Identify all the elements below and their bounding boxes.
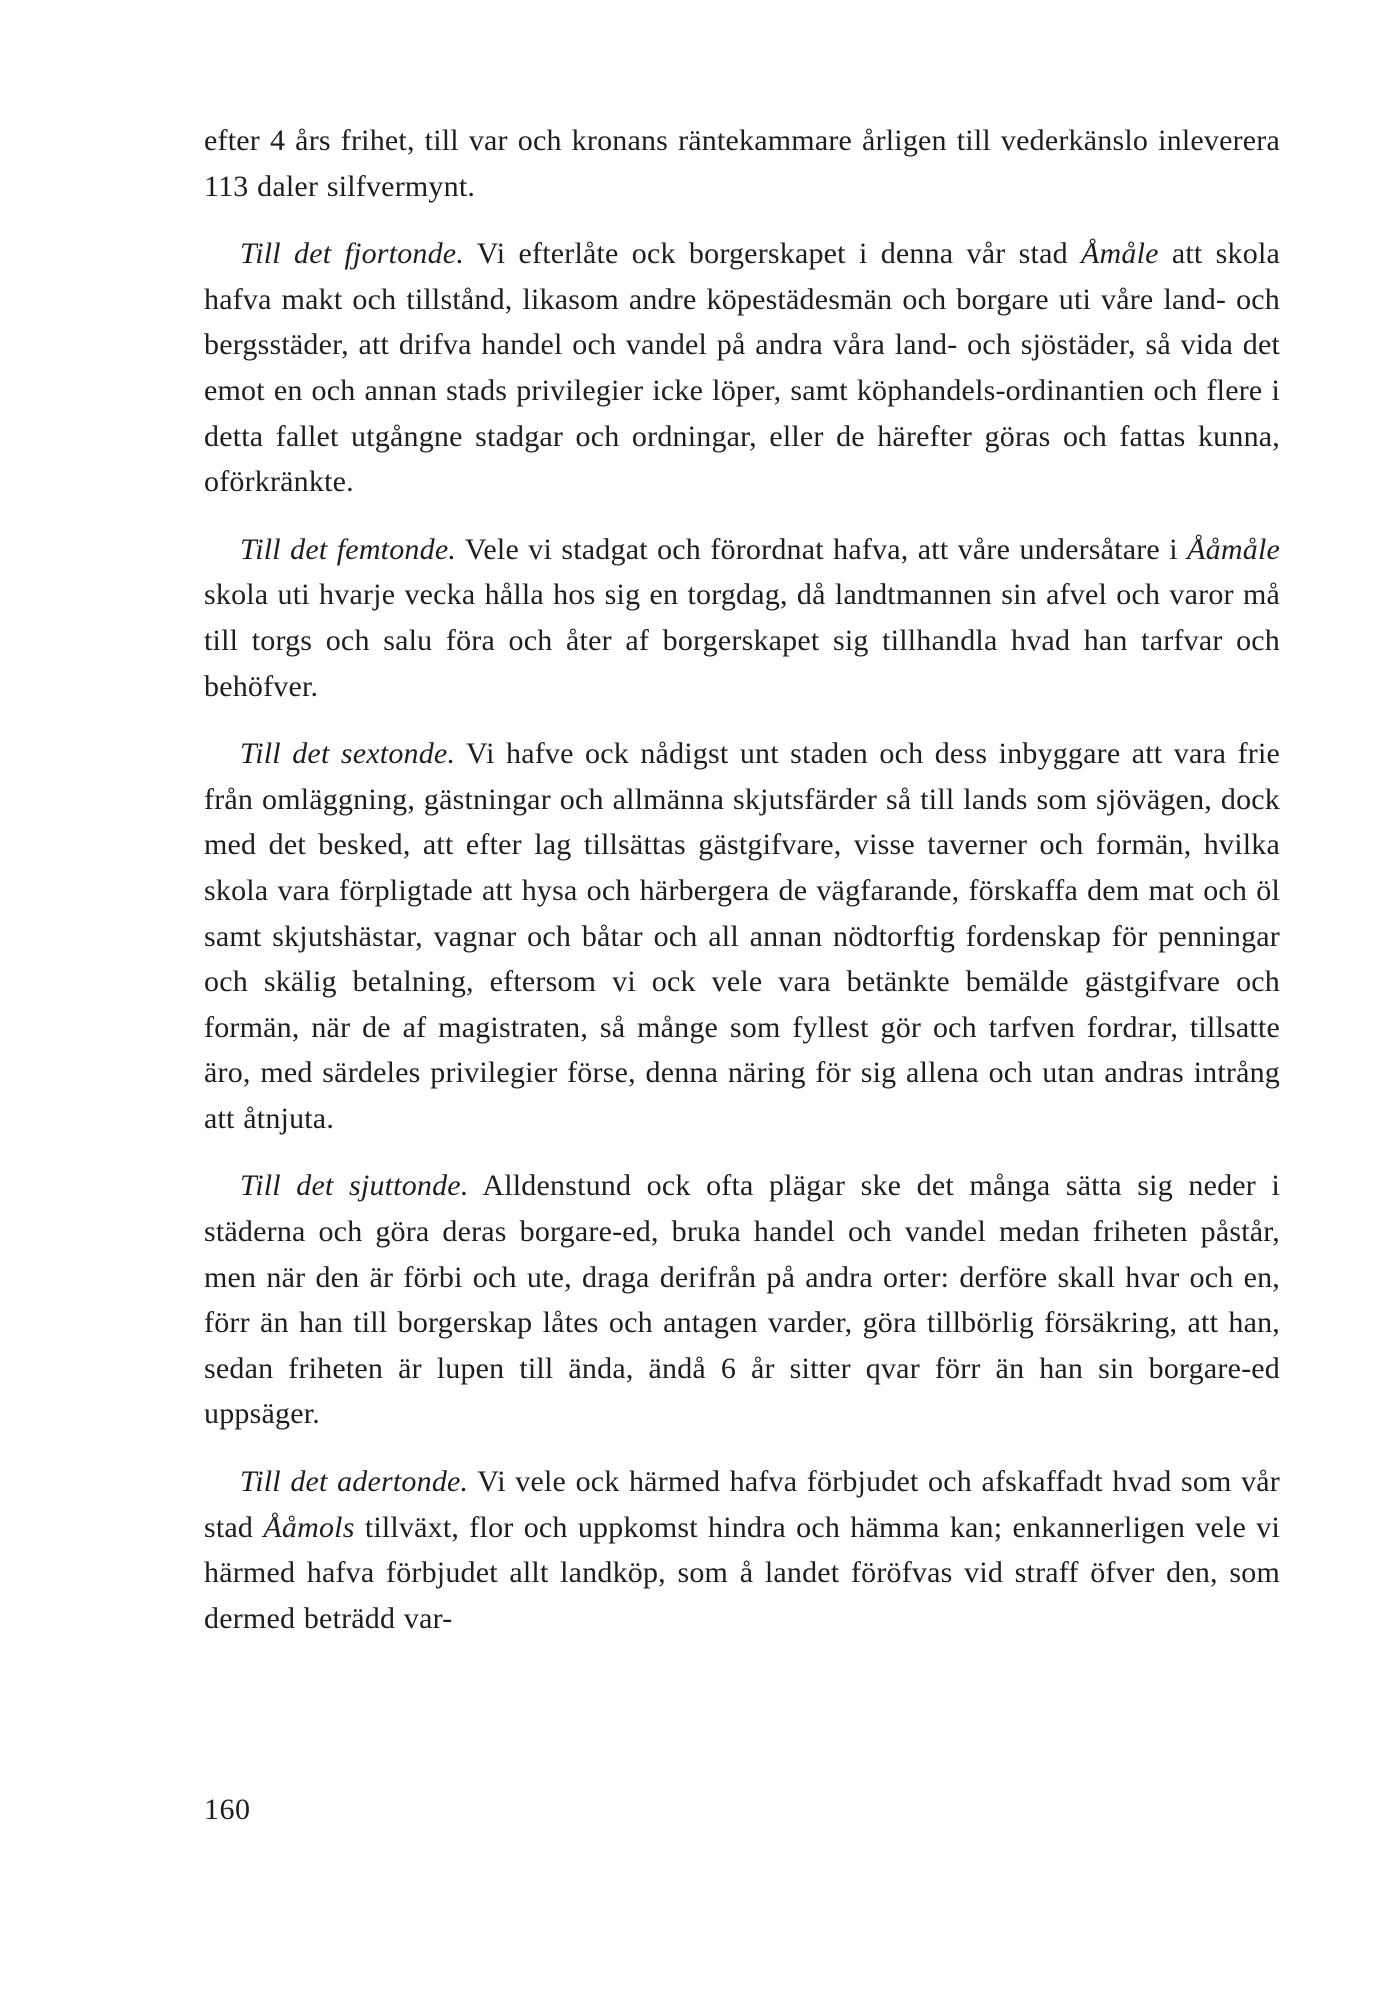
section-heading: Till det adertonde. [240,1465,469,1499]
paragraph-femtonde [204,527,1280,709]
section-heading: Till det fjortonde. [240,237,465,271]
paragraph-text: Vele vi stadgat och förordnat hafva, att våre undersåtare i [456,532,1188,566]
paragraph-text: Vi hafve ock nådigst unt staden och dess inbyggare att vara frie från omläggning, gästningar och allmänna skjutsfärder så till lands som sjövägen, dock med det besked, att efter lag tillsättas gästgifvare, visse taverner och formän, hvilka skola vara förpligtade att hysa och härbergera de vägfarande, förskaffa dem mat och öl samt skjutshästar, vagnar och båtar och all annan nödtorftig fordenskap för penningar och skälig betalning, eftersom vi ock vele vara betänkte bemälde gästgifvare och formän, när de af magistraten, så månge som fyllest gör och tarfven fordrar, tillsatte äro, med särdeles privilegier förse, denna näring för sig allena och utan andras intrång att åtnjuta. [204,737,1280,1135]
paragraph-adertonde [204,1459,1280,1641]
page-number: 160 [204,1793,251,1826]
paragraph-text: efter 4 års frihet, till var och kronans räntekammare årligen till vederkänslo inleverera 113 daler silfvermynt. [204,124,1280,203]
paragraph-text: tillväxt, flor och uppkomst hindra och hämma kan; enkannerligen vele vi härmed hafva förbjudet allt landköp, som å landet föröfvas vid straff öfver den, som dermed beträdd var- [204,1510,1281,1635]
place-name: Ååmols [263,1510,355,1544]
place-name: Ååmåle [1187,532,1280,566]
paragraph-intro [204,118,1280,209]
document-page [204,118,1280,1641]
place-name: Åmåle [1081,237,1159,271]
paragraph-text: att skola hafva makt och tillstånd, likasom andre köpestädesmän och borgare uti våre land- och bergsstäder, att drifva handel och vandel på andra våra land- och sjöstäder, så vida det emot en och annan stads privilegier icke löper, samt köphandels-ordinantien och flere i detta fallet utgångne stadgar och ordningar, eller de härefter göras och fattas kunna, oförkränkte. [204,237,1281,499]
paragraph-text: Alldenstund ock ofta plägar ske det många sätta sig neder i städerna och göra deras borgare-ed, bruka handel och vandel medan friheten påstår, men när den är förbi och ute, draga derifrån på andra orter: derföre skall hvar och en, förr än han till borgerskap låtes och antagen varder, göra tillbörlig försäkring, att han, sedan friheten är lupen till ända, ändå 6 år sitter qvar förr än han sin borgare-ed uppsäger. [204,1169,1280,1431]
paragraph-sjuttonde [204,1163,1280,1437]
section-heading: Till det sextonde. [240,737,456,771]
paragraph-text: skola uti hvarje vecka hålla hos sig en torgdag, då landtmannen sin afvel och varor må till torgs och salu föra och åter af borgerskapet sig tillhandla hvad han tarfvar och behöfver. [204,578,1280,703]
paragraph-sextonde [204,731,1280,1141]
section-heading: Till det sjuttonde. [240,1169,469,1203]
section-heading: Till det femtonde. [240,532,457,566]
paragraph-text: Vi vele ock härmed hafva förbjudet och afskaffadt hvad som vår stad [204,1465,1280,1544]
paragraph-fjortonde [204,231,1280,505]
paragraph-text: Vi efterlåte ock borgerskapet i denna vår stad [464,237,1082,271]
